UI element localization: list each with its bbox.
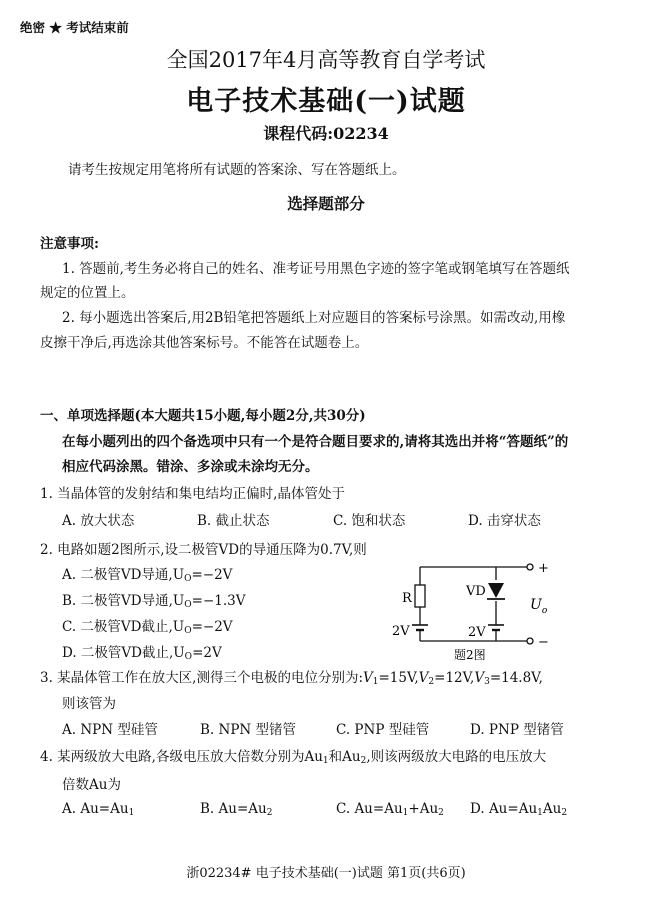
diode-label: VD	[466, 584, 486, 599]
q4-stem-line-2: 倍数Au为	[62, 777, 121, 793]
notice-item-2-line-2: 皮擦干净后,再选涂其他答案标号。不能答在试题卷上。	[40, 335, 369, 351]
section-1-desc-line-1: 在每小题列出的四个备选项中只有一个是符合题目要求的,请将其选出并将“答题纸”的	[62, 434, 569, 450]
q2-option-a: A. 二极管VD导通$,U_O=-2V$	[62, 567, 233, 584]
q4-option-a: A. $Au=Au_1$	[62, 801, 135, 818]
q4-option-d: D. $Au=Au_1Au_2$	[470, 801, 568, 818]
q1-option-c: C. 饱和状态	[333, 513, 406, 529]
minus-terminal: −	[538, 635, 549, 650]
q4-stem: 4. 某两级放大电路,各级电压放大倍数分别为$Au_1$和$Au_2$,则该两级放大电路的电压放大	[40, 749, 547, 766]
figure-caption: 题2图	[454, 648, 486, 662]
notice-item-2-line-1: 2. 每小题选出答案后,用2B铅笔把答题纸上对应题目的答案标号涂黑。如需改动,用橡	[62, 310, 566, 326]
q3-option-a: A. NPN 型硅管	[62, 722, 158, 738]
notice-heading: 注意事项:	[40, 236, 99, 252]
q2-stem: 2. 电路如题2图所示,设二极管VD的导通压降为0.7V,则	[40, 542, 367, 558]
q4-option-c: C. $Au=Au_1+Au_2$	[336, 801, 444, 818]
q3-stem: 3. 某晶体管工作在放大区,测得三个电极的电位分别为$:V_1=15V,V_2=12V,V_3=14.8V$,	[40, 670, 543, 687]
part-title: 选择题部分	[287, 194, 365, 213]
q3-option-d: D. PNP 型锗管	[470, 722, 564, 738]
q3-option-c: C. PNP 型硅管	[336, 722, 430, 738]
q1-option-d: D. 击穿状态	[468, 513, 541, 529]
notice-item-1-line-1: 1. 答题前,考生务必将自己的姓名、准考证号用黑色字迹的签字笔或钢笔填写在答题纸	[62, 261, 570, 277]
left-source-label: 2V	[392, 624, 410, 639]
subject-title: 电子技术基础(一)试题	[186, 86, 466, 117]
diode-vd	[488, 583, 504, 598]
general-instruction: 请考生按规定用笔将所有试题的答案涂、写在答题纸上。	[68, 162, 406, 178]
q3-stem-line-2: 则该管为	[62, 696, 116, 712]
confidential-mark: 绝密 ★ 考试结束前	[20, 20, 129, 35]
section-1-heading: 一、单项选择题(本大题共15小题,每小题2分,共30分)	[40, 408, 366, 424]
exam-title: 全国2017年4月高等教育自学考试	[166, 48, 486, 72]
q2-option-d: D. 二极管VD截止$,U_O=2V$	[62, 645, 222, 662]
q1-option-a: A. 放大状态	[62, 513, 135, 529]
q2-option-c: C. 二极管VD截止$,U_O=-2V$	[62, 619, 233, 636]
q2-circuit-figure	[388, 555, 563, 665]
q2-option-b: B. 二极管VD导通$,U_O=-1.3V$	[62, 593, 246, 610]
q3-option-b: B. NPN 型锗管	[200, 722, 297, 738]
course-code: 课程代码:02234	[263, 124, 389, 143]
notice-item-1-line-2: 规定的位置上。	[40, 285, 135, 301]
section-1-desc-line-2: 相应代码涂黑。错涂、多涂或未涂均无分。	[62, 459, 319, 475]
output-voltage-label: $U_o$	[530, 597, 548, 616]
q1-option-b: B. 截止状态	[197, 513, 270, 529]
page-footer: 浙02234# 电子技术基础(一)试题 第1页(共6页)	[186, 866, 466, 881]
right-source-label: 2V	[468, 625, 486, 640]
plus-terminal: +	[538, 561, 549, 576]
q4-option-b: B. $Au=Au_2$	[200, 801, 273, 818]
resistor-r	[415, 585, 425, 607]
q1-stem: 1. 当晶体管的发射结和集电结均正偏时,晶体管处于	[40, 486, 345, 502]
resistor-label: R	[402, 591, 412, 606]
